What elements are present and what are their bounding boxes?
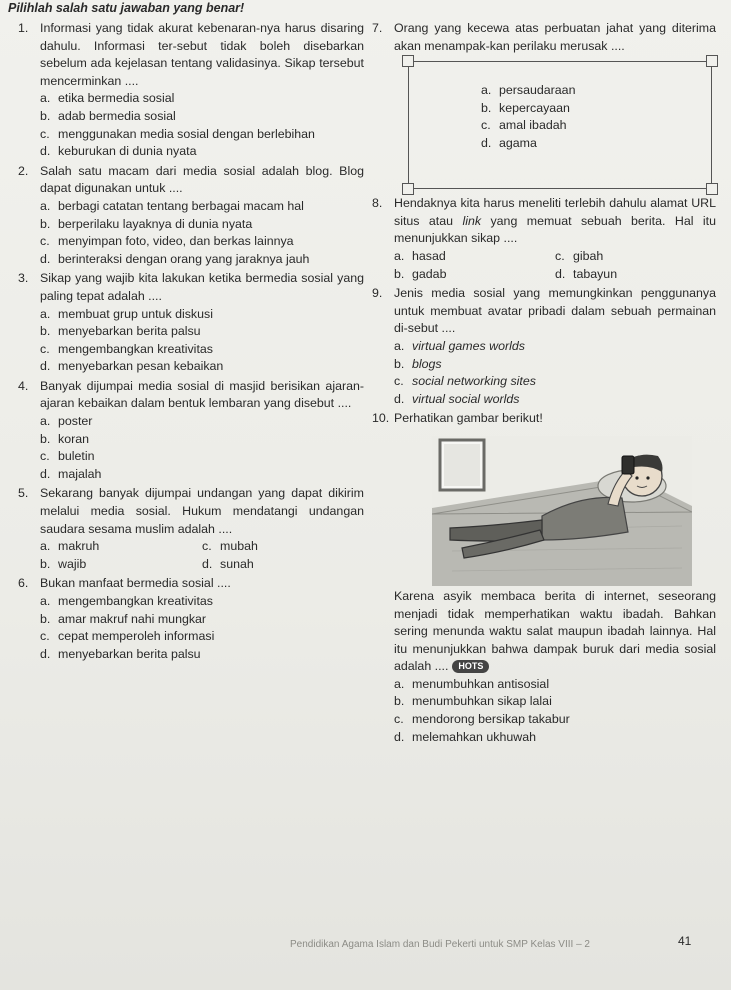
option-d[interactable]: d. menyebarkan pesan kebaikan [40,359,224,374]
option-list [40,198,364,268]
box-corner [706,55,718,67]
option-b[interactable]: b. berperilaku layaknya di dunia nyata [40,216,253,231]
option-c[interactable]: c. cepat memperoleh informasi [40,629,215,644]
book-title: Pendidikan Agama Islam dan Budi Pekerti untuk SMP Kelas VIII – 2 [290,939,590,950]
question-stem: Informasi yang tidak akurat kebenaran-nya harus disaring dahulu. Informasi ter-sebut tidak boleh disebarkan sebelum ada kejelasan tentang validasinya. Sikap tersebut mencerminkan .... [40,21,364,88]
option-a[interactable]: a. menumbuhkan antisosial [394,676,550,691]
question-9 [372,285,716,408]
option-c[interactable]: c. menggunakan media sosial dengan berlebihan [40,126,315,141]
question-number: 9. [372,286,383,301]
question-stem: Sekarang banyak dijumpai undangan yang dapat dikirim melalui media sosial. Hukum mendatangi undangan saudara sesama muslim adalah .... [40,486,364,536]
option-b[interactable]: b. kepercayaan [481,100,570,115]
question-stem: Bukan manfaat bermedia sosial .... [40,576,231,591]
option-d[interactable]: d. agama [481,135,537,150]
question-number: 1. [18,21,29,35]
question-stem: Banyak dijumpai media sosial di masjid berisikan ajaran-ajaran kebaikan dalam bentuk lembaran yang disebut .... [40,378,364,411]
question-number: 4. [18,378,29,393]
option-c[interactable]: c. menyimpan foto, video, dan berkas lainnya [40,234,294,249]
option-c[interactable]: c. mubah [202,539,258,554]
question-3 [18,270,364,376]
option-list [40,593,364,663]
question-8 [372,195,716,283]
question-number: 8. [372,196,383,211]
question-stem: Jenis media sosial yang memungkinkan penggunanya untuk membuat avatar pribadi dalam sebuah permainan di-sebut .... [394,286,716,336]
option-c[interactable]: c. mendorong bersikap takabur [394,712,570,727]
question-number: 2. [18,163,29,178]
option-c[interactable]: c. buletin [40,449,95,464]
option-b[interactable]: b. wajib [40,556,87,571]
right-column [372,20,716,748]
option-list [40,538,364,573]
option-d[interactable]: d. sunah [202,556,254,571]
option-list [394,248,716,283]
answer-box [408,61,712,189]
option-a[interactable]: a. membuat grup untuk diskusi [40,306,213,321]
question-4 [18,378,364,484]
option-c[interactable]: c. gibah [555,248,604,263]
option-b[interactable]: b. amar makruf nahi mungkar [40,611,207,626]
boy-reading-phone-illustration [432,436,692,586]
option-d[interactable]: d. melemahkan ukhuwah [394,729,536,744]
instruction-header: Pilihlah salah satu jawaban yang benar! [8,1,245,15]
option-a[interactable]: a. mengembangkan kreativitas [40,594,213,608]
option-d[interactable]: d. menyebarkan berita palsu [40,646,201,661]
question-number: 3. [18,271,29,286]
option-list [394,676,716,746]
option-c[interactable]: c. social networking sites [394,374,536,389]
page-number: 41 [678,934,692,948]
question-number: 7. [372,21,383,35]
box-corner [706,183,718,195]
box-corner [402,55,414,67]
box-corner [402,183,414,195]
question-7 [372,20,716,189]
option-b[interactable]: b. koran [40,431,89,446]
option-b[interactable]: b. adab bermedia sosial [40,108,176,123]
option-c[interactable]: c. amal ibadah [481,118,567,133]
question-number: 10. [372,411,390,426]
option-b[interactable]: b. menumbuhkan sikap lalai [394,694,552,709]
option-d[interactable]: d. berinteraksi dengan orang yang jaraknya jauh [40,251,310,266]
question-stem: Hendaknya kita harus meneliti terlebih dahulu alamat URL situs atau link yang memuat sebuah berita. Hal itu menunjukkan sikap .... [394,196,716,246]
option-a[interactable]: a. persaudaraan [481,83,576,98]
option-a[interactable]: a. etika bermedia sosial [40,91,175,106]
option-b[interactable]: b. gadab [394,266,447,281]
question-10 [372,410,716,746]
option-list [40,413,364,483]
question-number: 6. [18,576,29,591]
question-number: 5. [18,486,29,501]
question-stem: Perhatikan gambar berikut! [394,411,543,426]
option-list [481,82,697,152]
left-column [18,20,364,665]
question-stem: Salah satu macam dari media sosial adalah blog. Blog dapat digunakan untuk .... [40,163,364,196]
option-a[interactable]: a. poster [40,414,93,429]
question-1 [18,20,364,161]
option-a[interactable]: a. makruh [40,539,100,554]
question-6 [18,575,364,663]
hots-badge: HOTS [452,660,489,673]
option-d[interactable]: d. virtual social worlds [394,391,520,406]
option-list [394,338,716,408]
option-c[interactable]: c. mengembangkan kreativitas [40,341,213,356]
question-stem: Orang yang kecewa atas perbuatan jahat yang diterima akan menampak-kan perilaku merusak .... [394,21,716,53]
option-a[interactable]: a. hasad [394,248,446,263]
question-stem: Sikap yang wajib kita lakukan ketika bermedia sosial yang paling tepat adalah .... [40,271,364,303]
page-footer [0,928,731,960]
option-d[interactable]: d. tabayun [555,266,618,281]
option-d[interactable]: d. keburukan di dunia nyata [40,144,197,159]
option-list [40,90,364,160]
option-a[interactable]: a. virtual games worlds [394,338,525,353]
option-d[interactable]: d. majalah [40,466,102,481]
option-b[interactable]: b. menyebarkan berita palsu [40,324,201,339]
option-list [40,306,364,376]
option-a[interactable]: a. berbagi catatan tentang berbagai macam hal [40,198,304,213]
question-passage: Karena asyik membaca berita di internet, seseorang menjadi tidak memperhatikan waktu ibadah. Bahkan sering menunda waktu salat maupun ibadah lainnya. Hal itu menunjukkan bahwa dampak buruk dari media sosial adalah .... HOTS [394,588,716,674]
question-2 [18,163,364,269]
question-5 [18,485,364,573]
option-b[interactable]: b. blogs [394,356,442,371]
